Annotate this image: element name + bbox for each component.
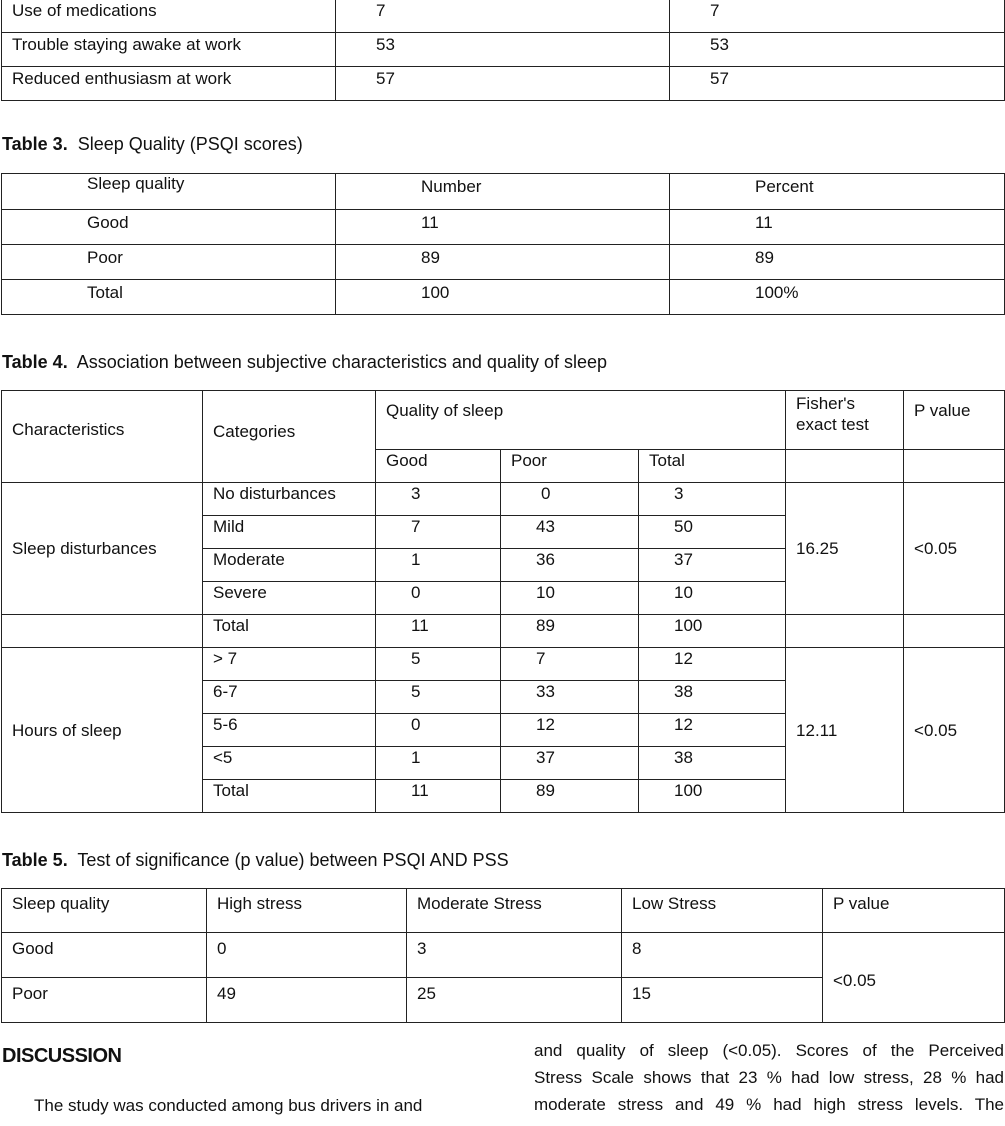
table-cell: 3: [639, 483, 786, 516]
table-cell: Reduced enthusiasm at work: [2, 67, 336, 101]
table-cell: 8: [622, 933, 823, 978]
table-cell: Moderate: [203, 549, 376, 582]
column-header-categories: Categories: [203, 391, 376, 483]
column-header-fisher: Fisher's exact test: [786, 391, 904, 450]
table-cell: Trouble staying awake at work: [2, 33, 336, 67]
table-cell: 7: [376, 516, 501, 549]
table-row: [2, 648, 1005, 681]
table-cell: Mild: [203, 516, 376, 549]
table-cell: [786, 615, 904, 648]
table-cell: 5: [376, 681, 501, 714]
column-header-characteristics: Characteristics: [2, 391, 203, 483]
table-3: [1, 173, 1005, 315]
p-value: <0.05: [904, 483, 1005, 615]
table-cell: 12: [501, 714, 639, 747]
table-cell: 33: [501, 681, 639, 714]
table-cell: 89: [501, 780, 639, 813]
discussion-right-line: moderate stress and 49 % had high stress levels. The: [534, 1095, 1004, 1114]
table-cell: Poor: [2, 245, 336, 280]
table-cell: 0: [376, 714, 501, 747]
table-cell: 10: [501, 582, 639, 615]
table-cell: 12: [639, 648, 786, 681]
table-cell: [904, 450, 1005, 483]
column-header: Sleep quality: [2, 889, 207, 933]
table-cell: Total: [203, 780, 376, 813]
table-cell: 1: [376, 549, 501, 582]
table-cell: No disturbances: [203, 483, 376, 516]
table-row: [2, 483, 1005, 516]
group-sleep-disturbances: Sleep disturbances: [2, 483, 203, 615]
table-4: [1, 390, 1005, 813]
table-cell: [904, 615, 1005, 648]
table-cell: [786, 450, 904, 483]
discussion-heading: DISCUSSION: [2, 1045, 122, 1067]
table-cell: 100%: [670, 280, 1005, 315]
column-header-quality: Quality of sleep: [376, 391, 786, 450]
table-row: [2, 245, 1005, 280]
table-4-title: Association between subjective characteristics and quality of sleep: [76, 352, 608, 372]
table-cell: 0: [207, 933, 407, 978]
table-cell: 89: [670, 245, 1005, 280]
table-cell: Use of medications: [2, 0, 336, 33]
table-cell: 11: [376, 615, 501, 648]
table-cell: 57: [670, 67, 1005, 101]
table-cell: Severe: [203, 582, 376, 615]
discussion-right-line: and quality of sleep (<0.05). Scores of the Perceived: [534, 1041, 1004, 1060]
table-cell: 10: [639, 582, 786, 615]
table-cell: 100: [639, 780, 786, 813]
table-header-row: [2, 174, 1005, 210]
column-header: Percent: [670, 174, 1005, 210]
table-cell: Total: [2, 280, 336, 315]
table-cell: > 7: [203, 648, 376, 681]
table-cell: 12: [639, 714, 786, 747]
p-value: <0.05: [904, 648, 1005, 813]
table-5-label: Table 5.: [2, 850, 68, 870]
table-cell: 1: [376, 747, 501, 780]
table-row: [2, 67, 1005, 101]
table-cell: 43: [501, 516, 639, 549]
table-cell: 6-7: [203, 681, 376, 714]
table-cell: 100: [336, 280, 670, 315]
table-cell: 89: [336, 245, 670, 280]
table-3-title: Sleep Quality (PSQI scores): [77, 134, 303, 154]
table-row: [2, 210, 1005, 245]
table-cell: 50: [639, 516, 786, 549]
table-header-row: [2, 889, 1005, 933]
table-cell: 15: [622, 978, 823, 1023]
column-header: Moderate Stress: [407, 889, 622, 933]
table-cell: Poor: [2, 978, 207, 1023]
table-cell: 38: [639, 747, 786, 780]
table-cell: 7: [670, 0, 1005, 33]
table-cell: Total: [203, 615, 376, 648]
table-cell: Good: [2, 210, 336, 245]
column-header: Sleep quality: [2, 174, 336, 210]
table-5-caption: [2, 850, 509, 871]
table-cell: 25: [407, 978, 622, 1023]
group-hours-of-sleep: Hours of sleep: [2, 648, 203, 813]
table-cell: 0: [501, 483, 639, 516]
table-cell: 53: [336, 33, 670, 67]
table-row: [2, 280, 1005, 315]
column-header-total: Total: [639, 450, 786, 483]
table-cell: 36: [501, 549, 639, 582]
table-cell: [2, 615, 203, 648]
table-cell: Good: [2, 933, 207, 978]
fisher-value: 12.11: [786, 648, 904, 813]
table-row: [2, 933, 1005, 978]
table-cell: 3: [376, 483, 501, 516]
table-cell: <5: [203, 747, 376, 780]
table-4-label: Table 4.: [2, 352, 68, 372]
column-header: High stress: [207, 889, 407, 933]
p-value: <0.05: [823, 933, 1005, 1023]
table-cell: 3: [407, 933, 622, 978]
table-row: [2, 33, 1005, 67]
table-row: [2, 0, 1005, 33]
table-row: [2, 615, 1005, 648]
table-cell: 5-6: [203, 714, 376, 747]
column-header-good: Good: [376, 450, 501, 483]
discussion-right-line: Stress Scale shows that 23 % had low stress, 28 % had: [534, 1068, 1004, 1087]
table-cell: 7: [336, 0, 670, 33]
table-cell: 37: [501, 747, 639, 780]
table-4-caption: [2, 352, 607, 373]
column-header: Low Stress: [622, 889, 823, 933]
table-5-title: Test of significance (p value) between PSQI AND PSS: [77, 850, 509, 870]
table-cell: 5: [376, 648, 501, 681]
table-2: [1, 0, 1005, 101]
table-cell: 7: [501, 648, 639, 681]
column-header-p: P value: [904, 391, 1005, 450]
table-cell: 53: [670, 33, 1005, 67]
discussion-left-paragraph: The study was conducted among bus drivers in and: [34, 1096, 423, 1115]
table-cell: 49: [207, 978, 407, 1023]
table-cell: 0: [376, 582, 501, 615]
table-cell: 89: [501, 615, 639, 648]
table-cell: 57: [336, 67, 670, 101]
table-3-label: Table 3.: [2, 134, 68, 154]
table-cell: 37: [639, 549, 786, 582]
column-header: P value: [823, 889, 1005, 933]
table-cell: 11: [376, 780, 501, 813]
table-header-row: [2, 391, 1005, 450]
table-cell: 100: [639, 615, 786, 648]
table-cell: 38: [639, 681, 786, 714]
column-header-poor: Poor: [501, 450, 639, 483]
table-cell: 11: [670, 210, 1005, 245]
fisher-value: 16.25: [786, 483, 904, 615]
table-cell: 11: [336, 210, 670, 245]
column-header: Number: [336, 174, 670, 210]
table-5: [1, 888, 1005, 1023]
table-3-caption: [2, 134, 303, 155]
